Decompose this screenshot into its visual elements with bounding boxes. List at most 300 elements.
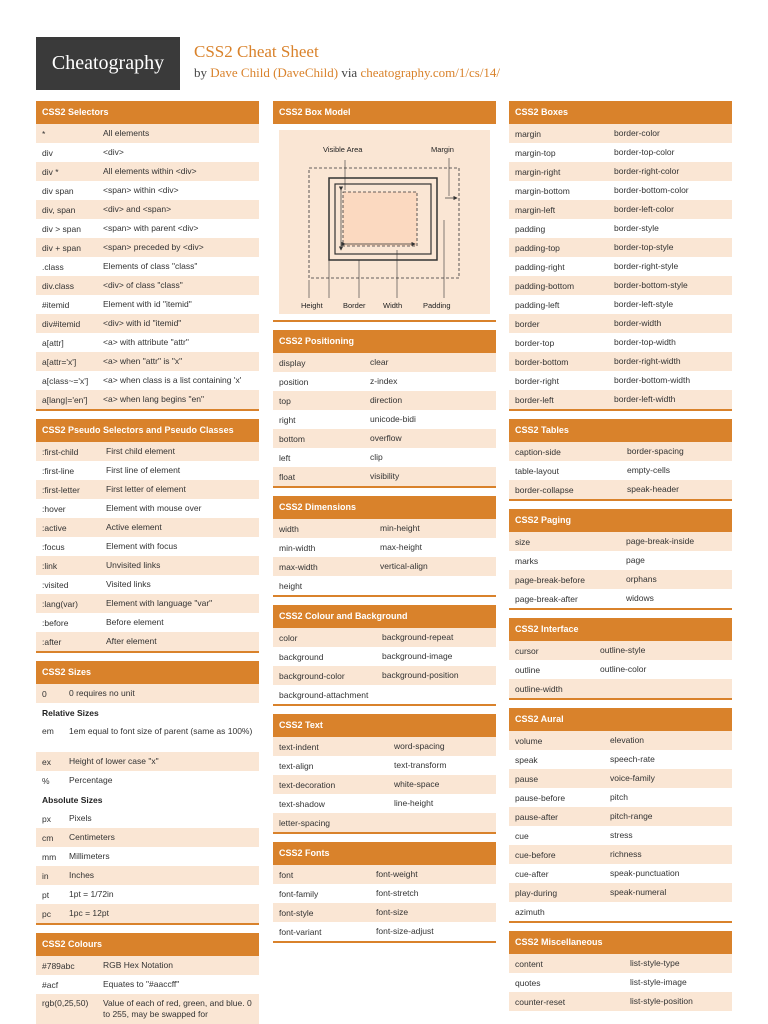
description: pitch-range [610,811,653,821]
table-row [509,864,732,883]
table-row [36,390,259,409]
description: speak-punctuation [610,868,680,878]
table-row [509,442,732,461]
section-interface [509,618,732,700]
description: border-left-color [614,204,674,214]
term: #itemid [42,299,70,310]
description: Element with focus [106,541,178,551]
term: color [279,632,298,643]
table-row [273,538,496,557]
term: outline-width [515,683,563,694]
term: a[attr] [42,337,64,348]
rows [36,809,259,923]
description: border-bottom-width [614,375,691,385]
table-row [36,518,259,537]
table-row [509,333,732,352]
description: border-bottom-color [614,185,689,195]
table-row [36,238,259,257]
term: left [279,452,291,463]
table-row [273,756,496,775]
label-padding: Padding [423,301,451,310]
term: padding [515,223,546,234]
table-row [509,570,732,589]
description: pitch [610,792,628,802]
table-row [273,903,496,922]
term: div#itemid [42,318,81,329]
description: outline-color [600,664,647,674]
term: volume [515,735,543,746]
term: div span [42,185,74,196]
section-title: CSS2 Fonts [273,842,496,865]
table-row [509,532,732,551]
table-row [273,775,496,794]
table-row [273,922,496,941]
term: width [279,523,299,534]
description: <a> when class is a list containing 'x' [103,375,242,385]
term: cm [42,832,54,843]
table-row [36,904,259,923]
table-row [509,124,732,143]
term: font [279,869,294,880]
term: 0 [42,688,47,699]
table-row [36,847,259,866]
table-row [509,992,732,1011]
description: All elements [103,128,150,138]
description: border-left-style [614,299,674,309]
section-text [273,714,496,834]
description: First child element [106,446,175,456]
label-height: Height [301,301,323,310]
description: After element [106,636,157,646]
table-row [36,352,259,371]
table-row [509,238,732,257]
description: <div> with id "itemid" [103,318,182,328]
section-selectors [36,101,259,411]
table-row [36,809,259,828]
term: border-right [515,375,559,386]
table-row [36,162,259,181]
term: padding-top [515,242,560,253]
term: page-break-before [515,574,585,585]
description: Element with language "var" [106,598,213,608]
description: border-right-color [614,166,680,176]
section-title: CSS2 Tables [509,419,732,442]
description: max-height [380,542,423,552]
table-row [36,575,259,594]
term: float [279,471,296,482]
term: border [515,318,540,329]
description: All elements within <div> [103,166,197,176]
section-aural [509,708,732,923]
section-fonts [273,842,496,943]
table-row [273,557,496,576]
section-title: CSS2 Colours [36,933,259,956]
rows [36,956,259,1024]
description: border-top-style [614,242,674,252]
term: display [279,357,306,368]
term: pause-before [515,792,566,803]
table-row [36,556,259,575]
term: :before [42,617,69,628]
term: cursor [515,645,539,656]
description: font-weight [376,869,418,879]
subheading-relative: Relative Sizes [42,707,99,718]
table-row [509,200,732,219]
term: margin [515,128,541,139]
description: <a> when "attr" is "x" [103,356,183,366]
term: :hover [42,503,66,514]
term: font-style [279,907,314,918]
term: div > span [42,223,81,234]
description: overflow [370,433,402,443]
section-title: CSS2 Colour and Background [273,605,496,628]
section-dimensions [273,496,496,597]
description: page-break-inside [626,536,695,546]
term: marks [515,555,539,566]
table-row [273,576,496,595]
table-row [36,219,259,238]
description: Pixels [69,813,92,823]
term: div [42,147,53,158]
table-row [273,884,496,903]
description: border-style [614,223,659,233]
description: Height of lower case "x" [69,756,159,766]
description: clear [370,357,389,367]
section-title: CSS2 Positioning [273,330,496,353]
term: div.class [42,280,74,291]
table-row [509,480,732,499]
section-paging [509,509,732,610]
term: text-align [279,760,314,771]
description: border-top-color [614,147,675,157]
term: padding-left [515,299,560,310]
term: pc [42,908,51,919]
section-title: CSS2 Paging [509,509,732,532]
rows [36,722,259,790]
description: Percentage [69,775,113,785]
section-positioning [273,330,496,488]
description: border-spacing [627,446,684,456]
term: #789abc [42,960,75,971]
description: voice-family [610,773,655,783]
term: min-width [279,542,316,553]
table-row [509,143,732,162]
description: direction [370,395,403,405]
description: Centimeters [69,832,115,842]
table-row [273,372,496,391]
byline-via: via [341,65,358,80]
term: :after [42,636,62,647]
table-row [273,391,496,410]
table-row [509,276,732,295]
term: letter-spacing [279,817,331,828]
description: Visited links [106,579,151,589]
cheatography-logo[interactable] [36,37,180,90]
description: Millimeters [69,851,110,861]
table-row [36,684,259,703]
table-row [273,410,496,429]
description: Active element [106,522,162,532]
rows [273,865,496,941]
description: border-right-width [614,356,681,366]
term: background-color [279,670,345,681]
term: pause-after [515,811,558,822]
description: Elements of class "class" [103,261,198,271]
term: content [515,958,543,969]
term: border-left [515,394,554,405]
term: counter-reset [515,996,566,1007]
description: <a> when lang begins "en" [103,394,205,404]
column-1 [36,101,259,1024]
table-row [273,429,496,448]
term: quotes [515,977,541,988]
description: list-style-position [630,996,693,1006]
description: Inches [69,870,95,880]
byline [194,65,500,81]
description: white-space [394,779,440,789]
rows [273,737,496,832]
term: page-break-after [515,593,578,604]
table-row [509,390,732,409]
table-row [36,975,259,994]
term: cue [515,830,529,841]
term: background-attachment [279,689,369,700]
table-row [509,769,732,788]
table-row [509,162,732,181]
table-row [36,124,259,143]
description: background-position [382,670,459,680]
term: :focus [42,541,65,552]
description: <div> of class "class" [103,280,183,290]
table-row [273,519,496,538]
description: border-bottom-style [614,280,688,290]
term: play-during [515,887,558,898]
table-row [273,628,496,647]
section-box-model [273,101,496,322]
table-row [509,589,732,608]
term: div + span [42,242,81,253]
rows [273,519,496,595]
description: empty-cells [627,465,670,475]
page-title: CSS2 Cheat Sheet [194,42,319,61]
description: speak-header [627,484,679,494]
section-title: CSS2 Selectors [36,101,259,124]
description: list-style-image [630,977,687,987]
description: Unvisited links [106,560,161,570]
table-row [509,731,732,750]
table-row [509,807,732,826]
term: :lang(var) [42,598,78,609]
term: rgb(0,25,50) [42,998,89,1008]
table-row [509,461,732,480]
description: orphans [626,574,657,584]
term: outline [515,664,541,675]
table-row [36,885,259,904]
table-row [36,994,259,1024]
rows [509,442,732,499]
term: a[attr='x'] [42,356,77,367]
table-row [273,794,496,813]
description: 1pt = 1/72in [69,889,114,899]
table-row [273,685,496,704]
term: table-layout [515,465,559,476]
description: word-spacing [394,741,445,751]
rows [273,353,496,486]
label-width: Width [383,301,403,310]
section-miscellaneous [509,931,732,1011]
section-title: CSS2 Pseudo Selectors and Pseudo Classes [36,419,259,442]
sheet-url-link[interactable]: cheatography.com/1/cs/14/ [360,65,501,80]
term: in [42,870,49,881]
table-row [509,660,732,679]
table-row [36,828,259,847]
description: visibility [370,471,400,481]
description: speak-numeral [610,887,667,897]
table-row [509,371,732,390]
description: 1pc = 12pt [69,908,109,918]
term: max-width [279,561,318,572]
description: border-top-width [614,337,676,347]
author-link[interactable]: Dave Child (DaveChild) [210,65,339,80]
description: First line of element [106,465,181,475]
description: font-size-adjust [376,926,434,936]
description: Before element [106,617,164,627]
term: padding-right [515,261,565,272]
table-row [36,480,259,499]
term: #acf [42,979,59,990]
label-visible-area: Visible Area [323,145,363,154]
table-row [36,722,259,752]
description: background-image [382,651,453,661]
description: font-stretch [376,888,419,898]
term: cue-after [515,868,549,879]
table-row [509,641,732,660]
term: size [515,536,531,547]
term: :first-letter [42,484,80,495]
term: pt [42,889,50,900]
table-row [509,314,732,333]
table-row [273,737,496,756]
column-2 [273,101,496,951]
byline-by: by [194,65,207,80]
term: margin-right [515,166,561,177]
box-model-diagram [273,124,496,320]
term: % [42,775,50,786]
table-row [509,845,732,864]
description: <div> [103,147,124,157]
table-row [36,333,259,352]
description: page [626,555,645,565]
rows [36,124,259,409]
term: caption-side [515,446,561,457]
term: .class [42,261,64,272]
content-box [343,192,417,246]
term: div * [42,166,59,177]
term: cue-before [515,849,556,860]
table-row [509,352,732,371]
term: margin-bottom [515,185,570,196]
term: bottom [279,433,305,444]
table-row [509,826,732,845]
term: top [279,395,291,406]
term: background [279,651,324,662]
description: First letter of element [106,484,186,494]
section-title: CSS2 Sizes [36,661,259,684]
description: <div> and <span> [103,204,172,214]
term: azimuth [515,906,545,917]
table-row [36,632,259,651]
term: speak [515,754,538,765]
term: :visited [42,579,69,590]
term: right [279,414,296,425]
section-sizes [36,661,259,925]
description: Element with id "itemid" [103,299,192,309]
description: outline-style [600,645,646,655]
table-row [36,143,259,162]
table-row [509,750,732,769]
table-row [36,371,259,390]
table-row [509,788,732,807]
subheading-absolute: Absolute Sizes [42,794,103,805]
label-border: Border [343,301,366,310]
description: border-left-width [614,394,676,404]
label-margin: Margin [431,145,454,154]
table-row [273,865,496,884]
table-row [36,752,259,771]
rows [509,954,732,1011]
table-row [36,257,259,276]
table-row [509,551,732,570]
term: :active [42,522,67,533]
rows [509,532,732,608]
table-row [509,181,732,200]
table-row [273,467,496,486]
description: border-width [614,318,662,328]
table-row [273,813,496,832]
table-row [36,613,259,632]
description: font-size [376,907,409,917]
term: em [42,726,54,736]
table-row [36,200,259,219]
description: z-index [370,376,398,386]
description: Equates to "#aaccff" [103,979,180,989]
term: mm [42,851,57,862]
description: vertical-align [380,561,428,571]
term: height [279,580,303,591]
table-row [509,257,732,276]
section-title: CSS2 Interface [509,618,732,641]
description: elevation [610,735,645,745]
table-row [273,353,496,372]
table-row [509,295,732,314]
description: 0 requires no unit [69,688,135,698]
term: font-family [279,888,319,899]
box-model-svg [279,130,490,314]
table-row [36,771,259,790]
table-row [509,219,732,238]
description: border-right-style [614,261,679,271]
term: border-bottom [515,356,569,367]
description: border-color [614,128,660,138]
term: text-indent [279,741,319,752]
description: stress [610,830,633,840]
description: background-repeat [382,632,454,642]
term: position [279,376,309,387]
section-tables [509,419,732,501]
table-row [36,537,259,556]
description: <span> within <div> [103,185,179,195]
description: widows [626,593,654,603]
